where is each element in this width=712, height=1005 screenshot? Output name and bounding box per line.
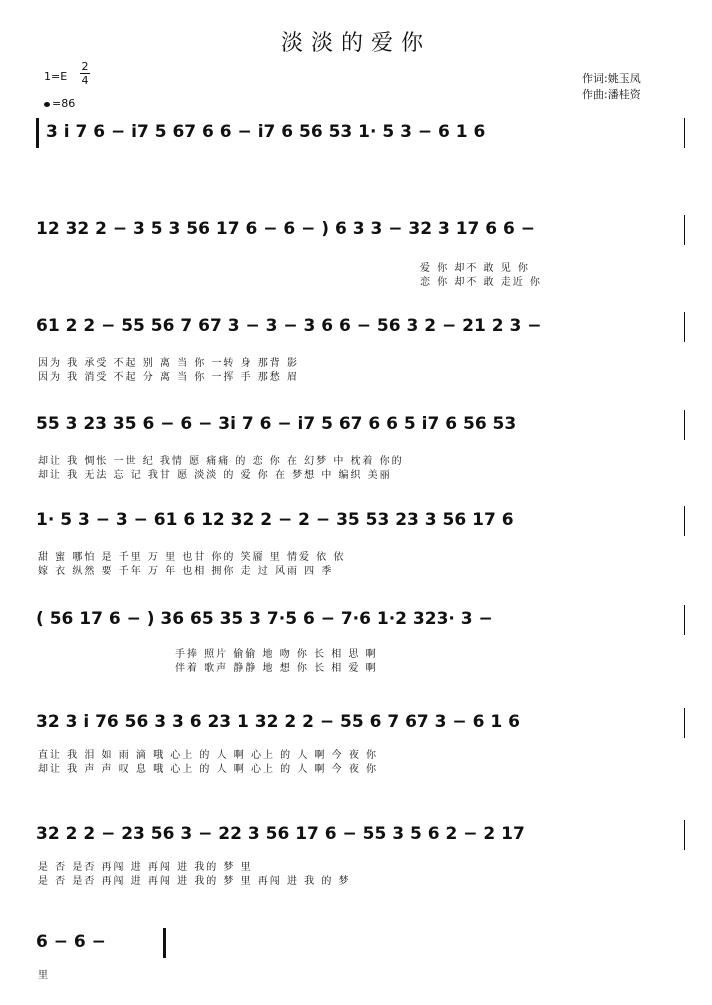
time-signature-top: 2	[81, 60, 89, 73]
lyric-line: 是 否 是否 再闯 进 再闯 进 我的 梦 里	[38, 862, 253, 873]
lyric-line: 嫁 衣 纵然 要 千年 万 年 也相 拥你 走 过 风雨 四 季	[38, 566, 334, 577]
composer-credit: 作曲:潘桂资	[582, 88, 641, 101]
lyric-line: 爱 你 却不 敢 见 你	[420, 263, 530, 274]
song-title: 淡淡的爱你	[280, 31, 431, 56]
notation-line: 32 3 i 76 56 3 3 6 23 1 32 2 2 − 55 6 7 67 3 − 6 1 6	[36, 712, 520, 732]
lyric-line: 直让 我 泪 如 雨 滴 哦 心上 的 人 啊 心上 的 人 啊 今 夜 你	[38, 750, 379, 761]
notation-line: 61 2 2 − 55 56 7 67 3 − 3 − 3 6 6 − 56 3 2 − 21 2 3 −	[36, 316, 542, 336]
lyric-line: 甜 蜜 哪怕 是 千里 万 里 也甘 你的 笑靥 里 情爱 依 依	[38, 552, 346, 563]
time-signature-bottom: 4	[81, 74, 89, 87]
music-system-2	[0, 215, 712, 307]
music-system-1	[0, 118, 712, 210]
notation-line: 12 32 2 − 3 5 3 56 17 6 − 6 − ) 6 3 3 − 32 3 17 6 6 −	[36, 219, 536, 239]
lyric-line: 是 否 是否 再闯 进 再闯 进 我的 梦 里 再闯 进 我 的 梦	[38, 876, 351, 887]
notation-line: 55 3 23 35 6 − 6 − 3i 7 6 − i7 5 67 6 6 5 i7 6 56 53	[36, 414, 517, 434]
lyricist-credit: 作词:姚玉凤	[582, 72, 641, 85]
notation-line: 32 2 2 − 23 56 3 − 22 3 56 17 6 − 55 3 5 6 2 − 2 17	[36, 824, 525, 844]
quarter-note-icon	[44, 102, 50, 107]
lyric-line: 却让 我 声 声 叹 息 哦 心上 的 人 啊 心上 的 人 啊 今 夜 你	[38, 764, 379, 775]
lyric-line: 因为 我 消受 不起 分 离 当 你 一挥 手 那愁 眉	[38, 372, 299, 383]
music-system-9	[0, 928, 712, 998]
key-signature: 1=E	[44, 70, 68, 83]
lyric-line: 却让 我 无法 忘 记 我甘 愿 淡淡 的 爱 你 在 梦想 中 编织 美丽	[38, 470, 392, 481]
music-system-3	[0, 312, 712, 404]
lyric-line: 因为 我 承受 不起 别 离 当 你 一转 身 那背 影	[38, 358, 299, 369]
music-system-8	[0, 820, 712, 912]
music-system-5	[0, 506, 712, 598]
lyric-line: 里	[38, 970, 50, 981]
lyric-line: 恋 你 却不 敢 走近 你	[420, 277, 542, 288]
lyric-line: 伴着 歌声 静静 地 想 你 长 相 爱 啊	[175, 663, 378, 674]
notation-line: 3 i 7 6 − i7 5 67 6 6 − i7 6 56 53 1· 5 3 − 6 1 6	[46, 122, 486, 142]
music-system-4	[0, 410, 712, 502]
music-system-6	[0, 605, 712, 697]
lyric-line: 却让 我 惆怅 一世 纪 我情 愿 痛痛 的 恋 你 在 幻梦 中 枕着 你的	[38, 456, 404, 467]
time-signature	[80, 60, 90, 87]
lyric-line: 手捧 照片 偷偷 地 吻 你 长 相 思 啊	[175, 649, 378, 660]
music-system-7	[0, 708, 712, 800]
tempo-marking: =86	[44, 97, 75, 110]
notation-line: ( 56 17 6 − ) 36 65 35 3 7·5 6 − 7·6 1·2 323· 3 −	[36, 609, 493, 629]
notation-line: 6 − 6 −	[36, 932, 106, 952]
notation-line: 1· 5 3 − 3 − 61 6 12 32 2 − 2 − 35 53 23 3 56 17 6	[36, 510, 514, 530]
